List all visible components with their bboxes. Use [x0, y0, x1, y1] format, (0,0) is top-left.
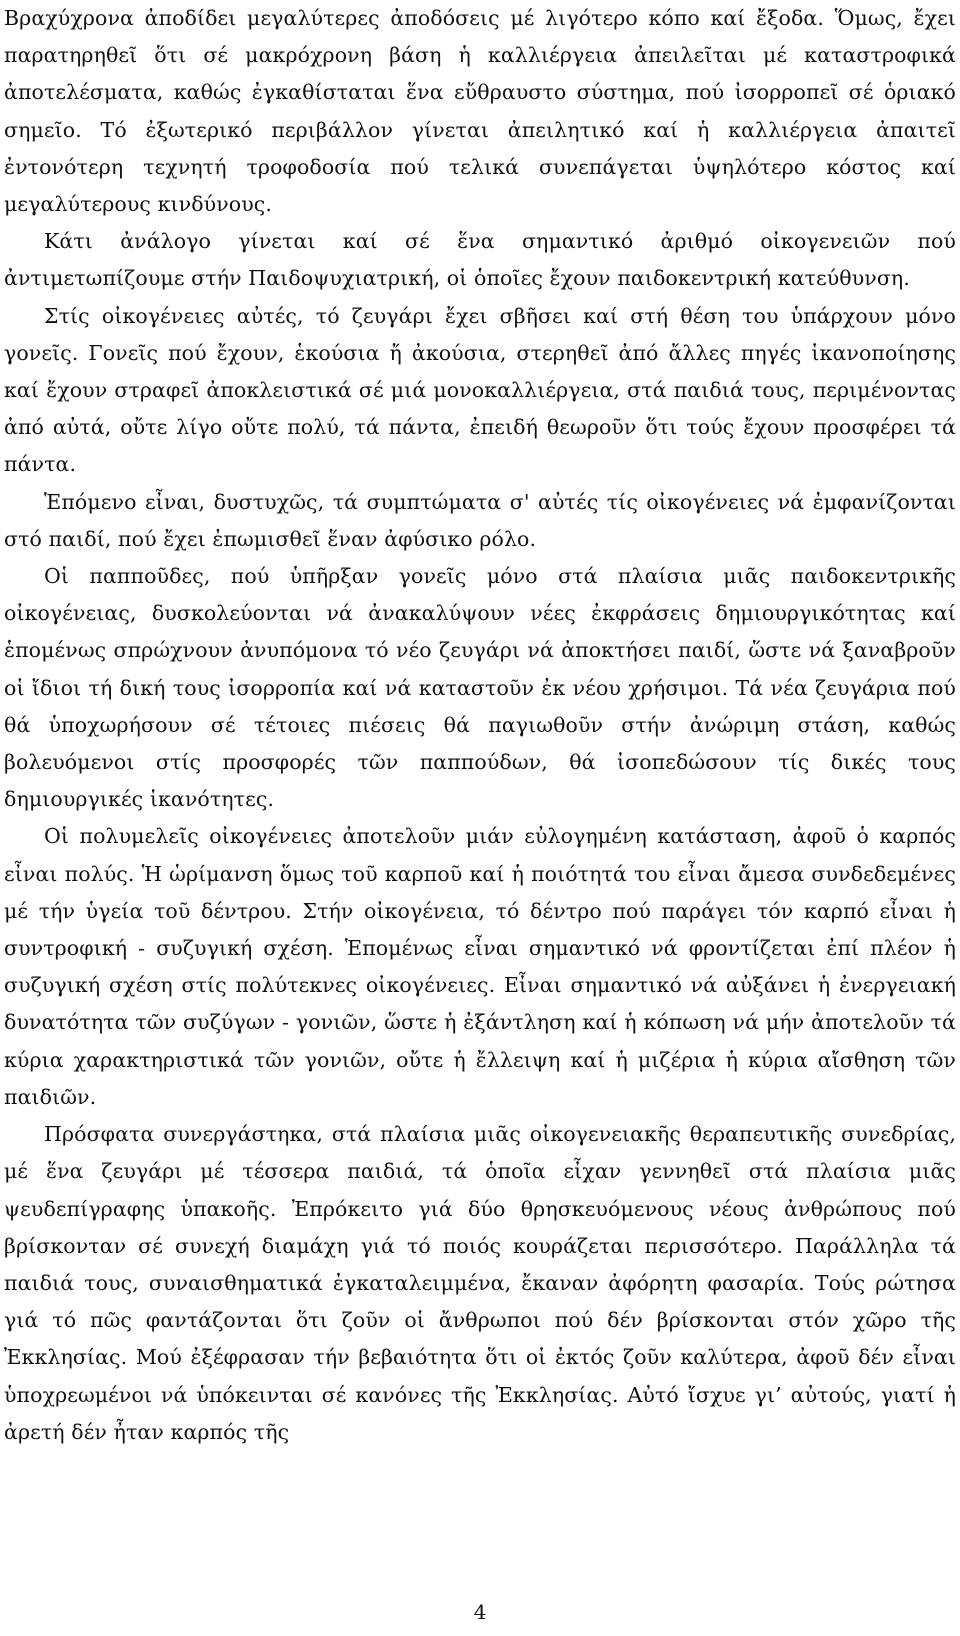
paragraph-4: Ἑπόμενο εἶναι, δυστυχῶς, τά συμπτώματα σ' αὐτές τίς οἰκογένειες νά ἐμφανίζονται στό παιδί, πού ἔχει ἐπωμισθεῖ ἕναν ἀφύσικο ρόλο. [4, 489, 956, 551]
paragraph-5: Οἱ παπποῦδες, πού ὑπῆρξαν γονεῖς μόνο στά πλαίσια μιᾶς παιδοκεντρικῆς οἰκογένειας, δυσκολεύονται νά ἀνακαλύψουν νέες ἐκφράσεις δημιουργικότητας καί ἑπομένως σπρώχνουν ἀνυπόμονα τό νέο ζευγάρι νά ἀποκτήσει παιδί, ὥστε νά ξαναβροῦν οἱ ἴδιοι τή δική τους ἰσορροπία καί νά καταστοῦν ἐκ νέου χρήσιμοι. Τά νέα ζευγάρια πού θά ὑποχωρήσουν σέ τέτοιες πιέσεις θά παγιωθοῦν στήν ἀνώριμη στάση, καθώς βολευόμενοι στίς προσφορές τῶν παππούδων, θά ἰσοπεδώσουν τίς δικές τους δημιουργικές ἱκανότητες. [4, 564, 956, 812]
paragraph-1: Βραχύχρονα ἀποδίδει μεγαλύτερες ἀποδόσεις μέ λιγότερο κόπο καί ἔξοδα. Ὅμως, ἔχει παρατηρηθεῖ ὅτι σέ μακρόχρονη βάση ἡ καλλιέργεια ἀπειλεῖται μέ καταστροφικά ἀποτελέσματα, καθώς ἐγκαθίσταται ἕνα εὔθραυστο σύστημα, πού ἰσορροπεῖ σέ ὁριακό σημεῖο. Τό ἐξωτερικό περιβάλλον γίνεται ἀπειλητικό καί ἡ καλλιέργεια ἀπαιτεῖ ἐντονότερη τεχνητή τροφοδοσία πού τελικά συνεπάγεται ὑψηλότερο κόστος καί μεγαλύτερους κινδύνους. [4, 6, 956, 217]
paragraph-2: Κάτι ἀνάλογο γίνεται καί σέ ἕνα σημαντικό ἀριθμό οἰκογενειῶν πού ἀντιμετωπίζουμε στήν Παιδοψυχιατρική, οἱ ὁποῖες ἔχουν παιδοκεντρική κατεύθυνση. [4, 229, 956, 291]
paragraph-7: Πρόσφατα συνεργάστηκα, στά πλαίσια μιᾶς οἰκογενειακῆς θεραπευτικῆς συνεδρίας, μέ ἕνα ζευγάρι μέ τέσσερα παιδιά, τά ὁποῖα εἶχαν γεννηθεῖ στά πλαίσια μιᾶς ψευδεπίγραφης ὑπακοῆς. Ἐπρόκειτο γιά δύο θρησκευόμενους νέους ἀνθρώπους πού βρίσκονταν σέ συνεχή διαμάχη γιά τό ποιός κουράζεται περισσότερο. Παράλληλα τά παιδιά τους, συναισθηματικά ἐγκαταλειμμένα, ἔκαναν ἀφόρητη φασαρία. Τούς ρώτησα γιά τό πῶς φαντάζονται ὅτι ζοῦν οἱ ἄνθρωποι πού δέν βρίσκονται στόν χῶρο τῆς Ἐκκλησίας. Μού ἐξέφρασαν τήν βεβαιότητα ὅτι οἱ ἐκτός ζοῦν καλύτερα, ἀφοῦ δέν εἶναι ὑποχρεωμένοι νά ὑπόκεινται σέ κανόνες τῆς Ἐκκλησίας. Αὐτό ἴσχυε γι’ αὐτούς, γιατί ἡ ἀρετή δέν ἦταν καρπός τῆς [4, 1122, 956, 1444]
paragraph-3: Στίς οἰκογένειες αὐτές, τό ζευγάρι ἔχει σβῆσει καί στή θέση του ὑπάρχουν μόνο γονεῖς. Γονεῖς πού ἔχουν, ἑκούσια ἤ ἀκούσια, στερηθεῖ ἀπό ἄλλες πηγές ἱκανοποίησης καί ἔχουν στραφεῖ ἀποκλειστικά σέ μιά μονοκαλλιέργεια, στά παιδιά τους, περιμένοντας ἀπό αὐτά, οὔτε λίγο οὔτε πολύ, τά πάντα, ἐπειδή θεωροῦν ὅτι τούς ἔχουν προσφέρει τά πάντα. [4, 303, 956, 477]
body-text [4, 0, 956, 1451]
paragraph-6: Οἱ πολυμελεῖς οἰκογένειες ἀποτελοῦν μιάν εὐλογημένη κατάσταση, ἀφοῦ ὁ καρπός εἶναι πολύς. Ἡ ὡρίμανση ὅμως τοῦ καρποῦ καί ἡ ποιότητά του εἶναι ἄμεσα συνδεδεμένες μέ τήν ὑγεία τοῦ δέντρου. Στήν οἰκογένεια, τό δέντρο πού παράγει τόν καρπό εἶναι ἡ συντροφική - συζυγική σχέση. Ἑπομένως εἶναι σημαντικό νά φροντίζεται ἐπί πλέον ἡ συζυγική σχέση στίς πολύτεκνες οἰκογένειες. Εἶναι σημαντικό νά αὐξάνει ἡ ἐνεργειακή δυνατότητα τῶν συζύγων - γονιῶν, ὥστε ἡ ἐξάντληση καί ἡ κόπωση νά μήν ἀποτελοῦν τά κύρια χαρακτηριστικά τῶν γονιῶν, οὔτε ἡ ἔλλειψη καί ἡ μιζέρια ἡ κύρια αἴσθηση τῶν παιδιῶν. [4, 824, 956, 1109]
page-number: 4 [473, 1600, 487, 1624]
